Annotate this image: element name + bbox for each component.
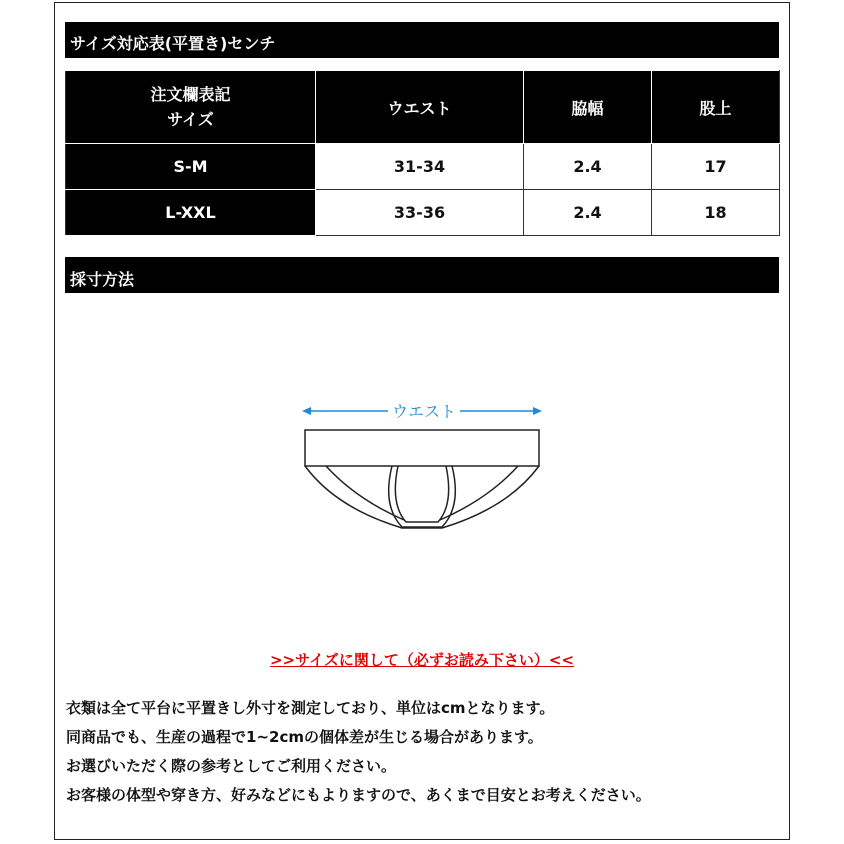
waist-arrow-right-head (533, 407, 542, 415)
row-size: S-M (66, 144, 316, 190)
header-size-line2: サイズ (167, 110, 214, 129)
header-size-line1: 注文欄表記 (150, 85, 231, 104)
row-side-width: 2.4 (524, 190, 652, 236)
header-rise: 股上 (652, 71, 780, 144)
size-table-header (66, 71, 780, 144)
leg-band-outer (305, 466, 539, 528)
row-waist: 33-36 (316, 190, 524, 236)
size-table (65, 70, 780, 236)
row-size: L-XXL (66, 190, 316, 236)
row-rise: 18 (652, 190, 780, 236)
size-notes (66, 694, 786, 810)
header-waist: ウエスト (316, 71, 524, 144)
row-rise: 17 (652, 144, 780, 190)
row-waist: 31-34 (316, 144, 524, 190)
size-notice-link[interactable]: >>サイズに関して（必ずお読み下さい）<< (269, 651, 575, 669)
note-line: お客様の体型や穿き方、好みなどにもよりますので、あくまで目安とお考えください。 (66, 786, 651, 804)
table-row (66, 144, 780, 190)
waist-arrow-left-head (302, 407, 311, 415)
note-line: お選びいただく際の参考としてご利用ください。 (66, 757, 397, 775)
note-line: 同商品でも、生産の過程で1~2cmの個体差が生じる場合があります。 (66, 728, 543, 746)
leg-band-inner (326, 466, 518, 520)
measurement-method-title: 採寸方法 (65, 257, 779, 293)
waistband-outline (305, 430, 539, 466)
garment-diagram (296, 396, 548, 532)
pouch-inner (395, 466, 448, 522)
size-chart-title: サイズ対応表(平置き)センチ (65, 22, 779, 58)
row-side-width: 2.4 (524, 144, 652, 190)
header-size-label (66, 71, 316, 144)
note-line: 衣類は全て平台に平置きし外寸を測定しており、単位はcmとなります。 (66, 699, 555, 717)
header-side-width: 脇幅 (524, 71, 652, 144)
waist-label: ウエスト (391, 402, 457, 421)
table-row (66, 190, 780, 236)
